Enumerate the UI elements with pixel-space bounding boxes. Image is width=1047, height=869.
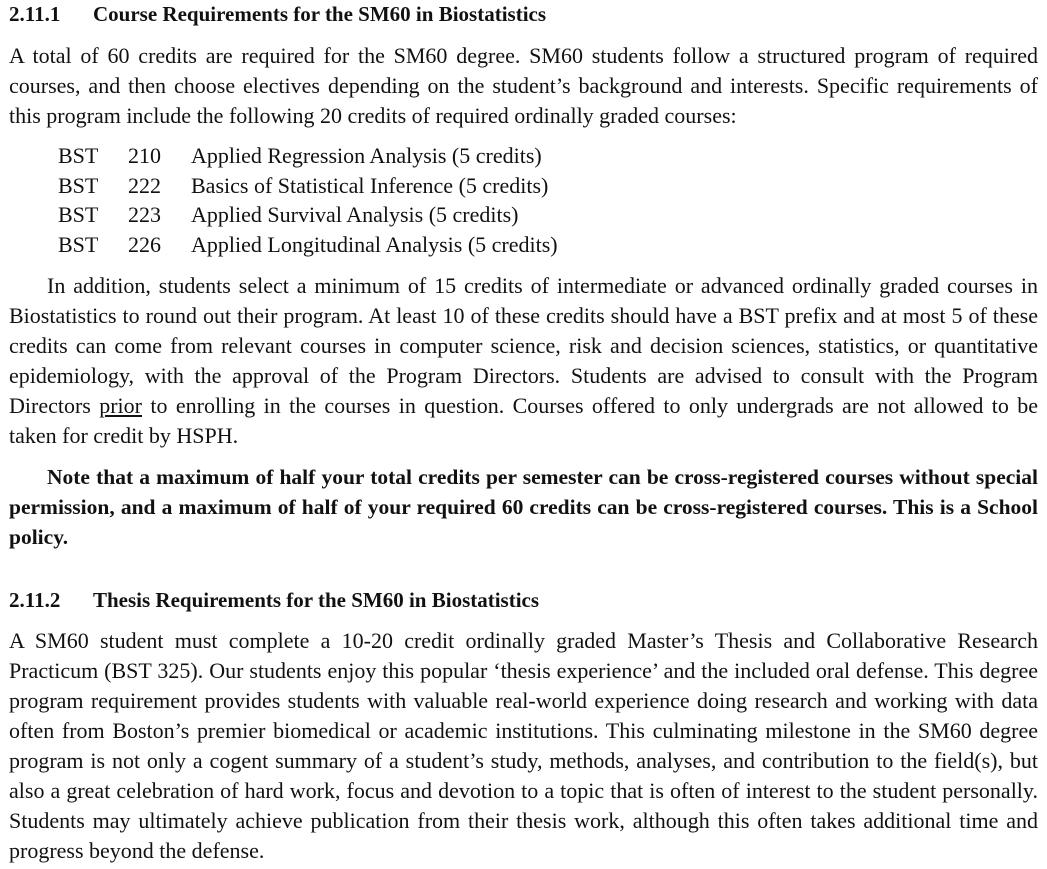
course-row <box>49 171 558 201</box>
course-row <box>49 200 558 230</box>
course-title: Applied Survival Analysis (5 credits) <box>191 202 519 227</box>
electives-text-before: In addition, students select a minimum of 15 credits of intermediate or advanced ordinally graded courses in Biostatistics to round out their program. At least 10 of these credits should have a BST prefix and at most 5 of these credits can come from relevant courses in computer science, risk and decision sciences, statistics, or quantitative epidemiology, with the approval of the Program Directors. Students are advised to consult with the Program Directors <box>9 273 1038 418</box>
electives-paragraph <box>9 271 1038 451</box>
intro-paragraph: A total of 60 credits are required for the SM60 degree. SM60 students follow a structured program of required courses, and then choose electives depending on the student’s background and interests. Specific requirements of this program include the following 20 credits of required ordinally graded courses: <box>9 43 1038 128</box>
course-number: 210 <box>128 143 161 168</box>
section-title: Thesis Requirements for the SM60 in Biostatistics <box>93 588 540 612</box>
required-courses-list <box>49 141 558 259</box>
course-title: Applied Longitudinal Analysis (5 credits) <box>191 231 558 257</box>
course-dept: BST <box>58 143 99 168</box>
section-number: 2.11.2 <box>9 588 61 612</box>
section-title: Course Requirements for the SM60 in Biostatistics <box>93 2 547 26</box>
course-number: 222 <box>128 172 161 198</box>
course-row <box>49 230 558 260</box>
course-dept: BST <box>58 202 99 227</box>
electives-underlined-word: prior <box>99 393 142 418</box>
policy-note: Note that a maximum of half your total credits per semester can be cross-registered courses without special permission, and a maximum of half of your required 60 credits can be cross-registered courses. This is a School policy. <box>9 465 1038 549</box>
section-heading-course-requirements <box>9 1 546 27</box>
thesis-paragraph: A SM60 student must complete a 10-20 credit ordinally graded Master’s Thesis and Collaborative Research Practicum (BST 325). Our students enjoy this popular ‘thesis experience’ and the included oral defense. This degree program requirement provides students with valuable real-world experience doing research and working with data often from Boston’s premier biomedical or academic institutions. This culminating milestone in the SM60 degree program is not only a cogent summary of a student’s study, methods, analyses, and contribution to the field(s), but also a great celebration of hard work, focus and devotion to a topic that is often of interest to the student personally. Students may ultimately achieve publication from their thesis work, although this often takes additional time and progress beyond the defense. <box>9 628 1038 863</box>
course-title: Basics of Statistical Inference (5 credits) <box>191 172 549 198</box>
section-number: 2.11.1 <box>9 2 61 26</box>
section-heading-thesis-requirements <box>9 587 539 613</box>
course-title: Applied Regression Analysis (5 credits) <box>191 143 542 168</box>
course-dept: BST <box>58 231 99 257</box>
course-row <box>49 141 558 171</box>
electives-text-after: to enrolling in the courses in question. Courses offered to only undergrads are not allowed to be taken for credit by HSPH. <box>9 393 1039 448</box>
course-number: 226 <box>128 231 161 257</box>
course-number: 223 <box>128 202 161 227</box>
course-dept: BST <box>58 172 99 198</box>
